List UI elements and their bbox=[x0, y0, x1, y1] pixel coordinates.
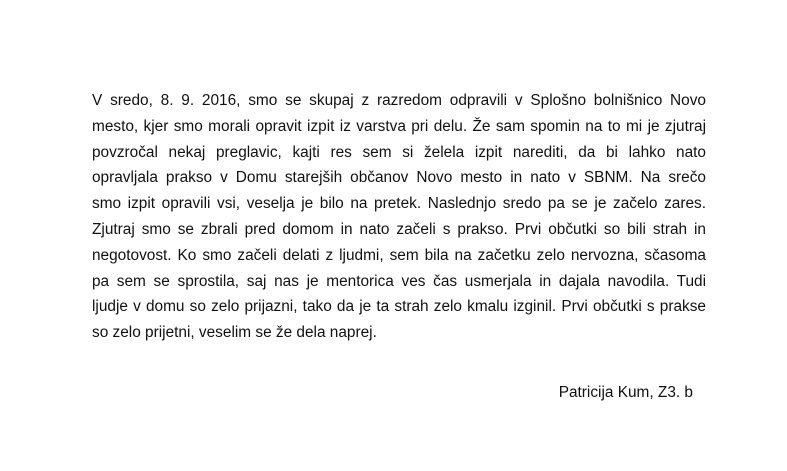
paragraph-line: ljudje v domu so zelo prijazni, tako da je ta strah zelo kmalu izginil. Prvi občutki s prakse bbox=[92, 298, 706, 316]
paragraph-line: mesto, kjer smo morali opravit izpit iz varstva pri delu. Že sam spomin na to mi je zjutraj bbox=[92, 117, 706, 135]
paragraph-line: povzročal nekaj preglavic, kajti res sem si želela izpit narediti, da bi lahko nato bbox=[92, 143, 706, 161]
paragraph-line: so zelo prijetni, veselim se že dela naprej. bbox=[92, 324, 377, 342]
paragraph-line: pa sem se sprostila, saj nas je mentorica ves čas usmerjala in dajala navodila. Tudi bbox=[92, 272, 706, 290]
report-paragraph bbox=[92, 88, 706, 346]
paragraph-line: smo izpit opravili vsi, veselja je bilo na pretek. Naslednjo sredo pa se je začelo zares. bbox=[92, 195, 706, 213]
author-signature: Patricija Kum, Z3. b bbox=[558, 384, 693, 401]
paragraph-line: opravljala prakso v Domu starejših občanov Novo mesto in nato v SBNM. Na srečo bbox=[92, 169, 706, 187]
paragraph-line: negotovost. Ko smo začeli delati z ljudmi, sem bila na začetku zelo nervozna, sčasoma bbox=[92, 246, 706, 264]
paragraph-line: V sredo, 8. 9. 2016, smo se skupaj z razredom odpravili v Splošno bolnišnico Novo bbox=[92, 92, 706, 109]
paragraph-line: Zjutraj smo se zbrali pred domom in nato začeli s prakso. Prvi občutki so bili strah in bbox=[92, 220, 706, 238]
